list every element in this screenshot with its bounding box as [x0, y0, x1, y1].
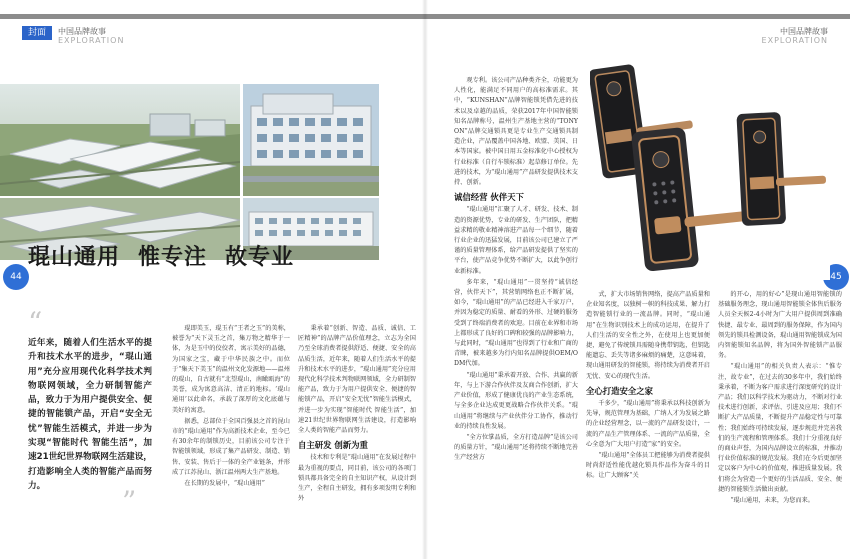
office-building-photo	[243, 84, 379, 196]
body-column-2	[586, 290, 710, 554]
body-paragraph: 秉承着“创新、智造、品质、诚信、工匠精神”的品牌产品价值理念，立志为全国乃至全球消费者提供舒适、便捷、安全的高品质生活，近年来，随着人们生活水平的提升和技术水平的进步，“琨山通用”充分应用现代化科学技术判物联网领域，全力研制智能产品，致力于为用户提供安全、便捷的智能锁产品，开启“安全无忧”智能生活模式，并进一步为实现“智能时代 智能生活”，加速21世纪世界物联网生活建设，打造影响全人类的智能产品而努力。	[298, 325, 416, 435]
headline-part-2: 惟专注	[138, 244, 208, 270]
body-paragraph: 多年来，“琨山通用”一贯坚持“诚信经营，伙伴天下”，其营销网络也正不断扩展，如今，“琨山通用”的产品已经进入千家万户，并因为稳定的质量、耐看的外形、过硬的服务受到了终端消费者的欢迎。目前在业界和市场上都形成了良好的口碑和较强的品牌影响力，与此同时，“琨山通用”也得到了行业和广商的青睐，被来越多为行内知名品牌提供OEM/ODM代加。	[454, 278, 578, 368]
header-rule	[425, 14, 850, 19]
body-paragraph: “琨山通用”汇聚了人才、研发、技术、制造的资源优势，专业的研发、生产团队，把精益求精的敬业精神溶进产品每一个细节，随着行业企业的迅猛发展，目前该公司已建立了严谨的质量管理体系，给产品研发提供了坚实的平台，使产品竞争优势不断扩大，以此争创行业新标准。	[454, 206, 578, 275]
body-paragraph: 的开心，用的好心”是现山通用智能锁的基础服务理念，现山通用智能锁全体售后服务人员全天候2-4小时为广大用户提供周到准确快捷、最专业、最周到的服务保障，作为国内领先的锁具检测设备，琨山通用智能锁成为国内智能锁知名品牌，将为国外智能锁产品服务。	[718, 291, 842, 360]
header-title: 中国品牌故事	[58, 27, 106, 36]
smart-lock-product-photo	[590, 60, 830, 280]
header-rule	[0, 14, 425, 19]
factory-aerial-photo	[0, 84, 240, 196]
header-subtitle: EXPLORATION	[58, 36, 125, 45]
body-paragraph: “琨山通用”的相关负责人表示：“惟专注，故专业”，在过去的30多年中，我们始终秉承着，不断为客户需求进行深度研究的设计产品；我们以科学技术为驱动力，不断对行业技术进行创新，求评估、引进及应用；我们不断扩大产品质量，不断提升产品稳定性与可靠性；我们始终可持续发展，逐步规范并完善我们的生产流程和管理体系。我们十分重视良好的商业声誉，为国内品牌设立的标准，并推动行业价值标准的规范发展。我们在今后更加坚定以客户为中心的价值观，推进质量发展。我们将会为营造一个更好的生活品质、安全、便捷的智能锁生活做出贡献。	[718, 363, 842, 493]
body-paragraph: 式，扩大市场销售网络，提高产品质量和企业知名度，以独树一帜的科技成果、解力打造智能锁行业的一流品牌。同时，“琨山通用”在生物识别技术上的成功运用，在提升了人们生活的安全性之外，在使用上也更加便捷，避免了传统锁具需随身携带钥匙，但钥匙能遗忘、丢失等诸多麻烦的痛楚，这意味着，现山通用研发的智能锁，将持续为消费者开启无忧、安心的现代生活。	[586, 291, 710, 380]
page-number-left: 44	[3, 264, 29, 290]
body-paragraph: 据悉，总部位于全国百强县之首的昆山市的“琨山通用”作为高新技术企业，至今已有30余年的制锁历史，目前该公司专注于智能锁领域，形成了集产品研发、制造、销售、安装、售后于一体的全产业链条，并形成了江苏昆山、浙江温州两大生产基地。	[172, 417, 290, 476]
open-quote-icon: “	[28, 306, 43, 339]
section-heading: 自主研发 创新为重	[298, 440, 368, 451]
section-heading: 全心打造安全之家	[586, 385, 653, 396]
intro-paragraph: 近年来，随着人们生活水平的提升和技术水平的进步，“琨山通用”充分应用现代化科学技术判物联网领域，全力研制智能产品，致力于为用户提供安全、便捷的智能锁产品，开启“安全无忧”智能生活模式，并进一步为实现“智能时代 智能生活”，加速21世纪世界物联网生活建设，打造影响全人类的智能产品而努力。	[28, 338, 152, 491]
body-paragraph: 观专利。该公司产品种类齐全，功能更为人性化，能满足不同用户的高标准需求。其中，“KUNSHAN”品牌智能锁凭借先进的技术以及卓越的品质，荣获2017年中国智能锁知名品牌称号，温州生产基地主营的“TONYON”品牌交通锁具更是专业生产交通锁具制造企业，产品覆盖中国各地、欧盟、美国、日本等国家。被中国日用五金标准化中心授权为行业标准（自行车锁标准）起草修订单位。先进的技术，为“琨山通用”产品研发提供技术支持、创新。	[454, 77, 578, 187]
headline-part-3: 故专业	[225, 244, 295, 270]
body-paragraph: 千多少，“琨山通用”将秉承以科技创新为先导，规范管理为基础，广纳人才为发展之路的企业经营理念，以一流的产品研发设计，一流的产品生产管理体系、一流的产品质量，全心全意为广大用户打造“家”的安全。	[586, 400, 710, 448]
body-paragraph: “琨山通用，未来，为您而来。	[730, 497, 814, 505]
body-paragraph: 在长期的发展中，“琨山通用”	[184, 480, 265, 488]
section-heading: 诚信经营 伙伴天下	[454, 192, 524, 203]
header-subtitle: EXPLORATION	[761, 36, 828, 45]
body-column-1	[454, 76, 578, 554]
body-paragraph: “琨山通用”全体员工把能够为消费者提供时尚舒适性能优越化锁具作品作为奋斗的目标。让广大顾客“关	[586, 452, 710, 480]
body-paragraph: 技术和专利是“琨山通用”在发展过程中最为重视的要点，同目前，该公司的各项门锁具都具备完全的自主知识产权，从设计到生产，全程自主研发，拥有多项发明专利和外	[298, 454, 416, 503]
close-quote-icon: ”	[122, 485, 137, 518]
body-paragraph: “全方位掌品质，全方打造品牌”是该公司的质量方针，“琨山通用”还将持续不断地完善生产经营方	[454, 433, 578, 462]
article-headline	[28, 240, 294, 271]
body-column-2	[172, 324, 290, 554]
body-column-3	[298, 324, 416, 554]
body-paragraph: 琨即美玉，琨玉有“王者之玉”的美称，被誉为“天下灵玉之首，集万物之精华于一体，为是玉中的佼佼者，寓示美好的品德，为国家之宝，藏于中华民族之中。而位于“集天下美玉”的温州文化发源地——温州的琨山，自古就有“北望琨山，南瞰瓯海”的美誉，成为寓意高洁、清正的地标。‘琨山通用’以此命名，承载了深厚的文化底蕴与美好的寓意。	[172, 325, 290, 414]
section-tag: 封面	[22, 26, 52, 40]
spine-shadow	[422, 0, 428, 559]
page-number-right: 45	[823, 264, 849, 290]
headline-part-1: 琨山通用	[28, 244, 121, 270]
body-column-3	[718, 290, 842, 554]
body-paragraph: “琨山通用”秉承着开放、合作、共赢的新年，与上下游合作伙伴及友商合作创新，扩大产业价值，形成了健康优良的产业生态系统，与全多企业达成更更战略合作伙伴关系。“琨山通用”将继续与产业伙伴分工协作，推动行业的持续良性发展。	[454, 371, 578, 430]
header-title: 中国品牌故事	[780, 27, 828, 36]
